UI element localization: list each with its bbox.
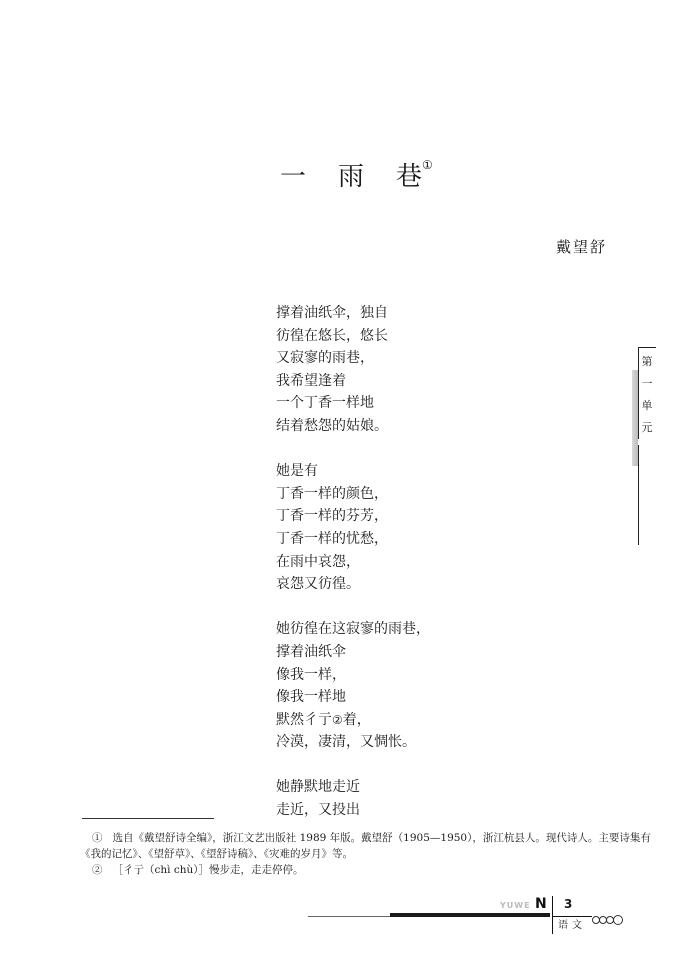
footnote-1-text: 选自《戴望舒诗全编》，浙江文艺出版社 1989 年版。戴望舒（1905—1950），浙江杭县人。现代诗人。主要诗集有 (112, 832, 651, 844)
poem-line: 我希望逢着 (276, 372, 346, 389)
footnote-divider (82, 818, 214, 819)
side-tab-char: 元 (641, 421, 653, 434)
unit-side-tab (638, 347, 655, 439)
poem-line: 她是有 (276, 463, 318, 480)
footer-brand-bold: N (535, 896, 547, 912)
author-name: 戴望舒 (556, 238, 608, 256)
poem-line: 结着愁怨的姑娘。 (276, 417, 388, 434)
footnotes (80, 830, 651, 878)
page-number: 3 (564, 897, 573, 911)
poem-footnote-mark[interactable]: ② (332, 712, 343, 727)
poem-line: 撑着油纸伞 (276, 643, 346, 660)
footer-dots-ornament (592, 909, 622, 928)
page-footer (300, 896, 630, 936)
footer-brand-light: YUWE (500, 901, 531, 910)
poem-line: 丁香一样的芬芳， (276, 508, 388, 525)
side-tab-char: 单 (641, 399, 653, 412)
poem-line: 丁香一样的颜色， (276, 485, 388, 502)
title-footnote-mark[interactable]: ① (422, 158, 433, 172)
stanza-gap (276, 596, 430, 619)
poem-line: 又寂寥的雨巷， (276, 350, 374, 367)
footnote-1 (80, 830, 651, 846)
stanza-gap (276, 754, 430, 777)
footnote-1-continued: 《我的记忆》、《望舒草》、《望舒诗稿》、《灾难的岁月》等。 (80, 848, 353, 860)
footer-thin-rule (308, 916, 390, 917)
footnote-2-text: ［彳亍（chì chù）］慢步走，走走停停。 (112, 864, 304, 876)
poem-line: 她静默地走近 (276, 779, 360, 796)
side-tab-rule (638, 445, 639, 545)
footer-thick-rule (390, 913, 550, 917)
footnote-1-mark: ① (92, 832, 103, 844)
side-tab-top-rule (638, 347, 656, 348)
poem-line-part: 着， (342, 711, 371, 728)
poem-line: 像我一样， (276, 666, 346, 683)
footer-subject: 语文 (558, 920, 586, 931)
footnote-2-mark: ② (92, 864, 103, 876)
page-title (280, 156, 433, 193)
poem-line: 撑着油纸伞，独自 (276, 305, 388, 321)
poem-line: 冷漠，凄清，又惆怅。 (276, 734, 416, 751)
poem-line: 一个丁香一样地 (276, 395, 374, 412)
poem-line: 像我一样地 (276, 689, 346, 706)
poem-line: 走近，又投出 (276, 802, 360, 819)
ornament-circle-icon (613, 915, 623, 925)
poem-line: 丁香一样的忧愁， (276, 530, 388, 547)
poem-body (276, 302, 430, 822)
title-char-2: 巷 (396, 162, 423, 192)
poem-line: 她彷徨在这寂寥的雨巷， (276, 621, 430, 638)
poem-line: 哀怨又彷徨。 (276, 576, 360, 593)
poem-line: 在雨中哀怨， (276, 553, 360, 570)
title-prefix: 一 (280, 162, 307, 192)
poem-line: 彷徨在悠长，悠长 (276, 327, 388, 344)
side-tab-char: 第 (641, 355, 653, 368)
title-char-1: 雨 (338, 162, 365, 192)
stanza-gap (276, 438, 430, 461)
poem-line-with-note (276, 709, 430, 732)
footer-vertical-divider (552, 896, 553, 934)
footnote-2 (80, 862, 640, 878)
side-tab-char: 一 (641, 377, 653, 390)
poem-line-part: 默然彳亍 (276, 711, 332, 728)
